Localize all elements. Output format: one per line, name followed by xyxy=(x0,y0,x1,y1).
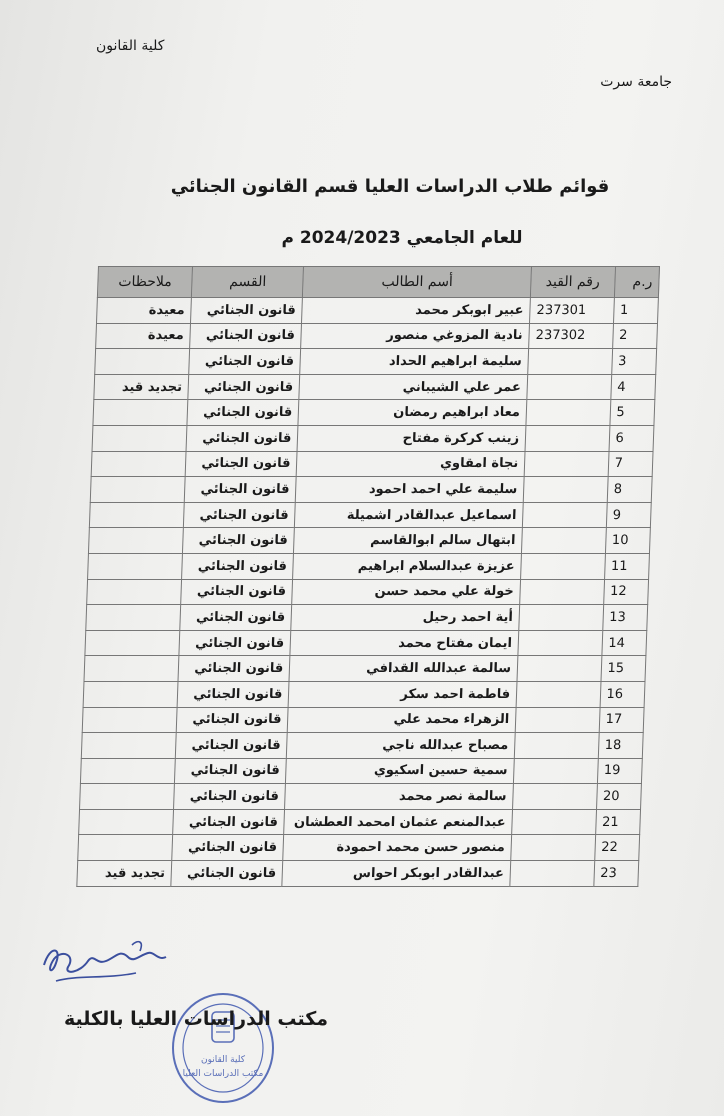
cell-registration xyxy=(522,528,606,554)
cell-department: قانون الجنائي xyxy=(182,553,294,579)
cell-department: قانون الجنائي xyxy=(185,451,297,477)
academic-year: للعام الجامعي 2024/2023 م xyxy=(281,228,523,248)
table-row xyxy=(90,477,652,503)
cell-student-name: معاد ابراهيم رمضان xyxy=(298,400,527,426)
cell-department: قانون الجنائي xyxy=(175,758,287,784)
cell-student-name: سليمة ابراهيم الحداد xyxy=(300,349,529,375)
cell-student-name: ايمان مفتاح محمد xyxy=(290,630,519,656)
cell-number: 11 xyxy=(604,553,649,579)
cell-number: 17 xyxy=(599,707,644,733)
cell-student-name: سليمة علي احمد احمود xyxy=(296,477,525,503)
cell-registration xyxy=(510,861,594,887)
students-table xyxy=(76,266,660,887)
cell-registration xyxy=(512,809,596,835)
cell-registration xyxy=(521,553,605,579)
table-row xyxy=(77,861,639,887)
cell-number: 8 xyxy=(607,477,652,503)
cell-notes: معيدة xyxy=(96,323,191,349)
cell-registration xyxy=(520,579,604,605)
cell-student-name: سالمة عبدالله القدافي xyxy=(289,656,518,682)
header-no: ر.م xyxy=(614,267,660,298)
cell-department: قانون الجنائي xyxy=(183,528,295,554)
table-row xyxy=(88,528,650,554)
cell-registration xyxy=(514,758,598,784)
signature-image xyxy=(36,935,186,995)
cell-notes xyxy=(86,605,181,631)
cell-notes xyxy=(82,707,177,733)
faculty-name: كلية القانون xyxy=(96,38,165,54)
cell-notes xyxy=(81,733,176,759)
cell-registration: 237302 xyxy=(529,323,613,349)
cell-number: 13 xyxy=(602,605,647,631)
table-row xyxy=(83,681,645,707)
cell-student-name: عمر علي الشيباني xyxy=(299,374,528,400)
cell-department: قانون الجنائي xyxy=(177,681,289,707)
cell-registration xyxy=(514,733,598,759)
cell-student-name: عبدالمنعم عثمان امحمد العطشان xyxy=(284,809,513,835)
table-row xyxy=(91,451,653,477)
cell-student-name: عزيزة عبدالسلام ابراهيم xyxy=(293,553,522,579)
table-row xyxy=(94,374,656,400)
table-body xyxy=(77,298,659,887)
cell-student-name: عبدالقادر ابوبكر احواس xyxy=(282,861,511,887)
cell-student-name: اسماعيل عبدالقادر اشميلة xyxy=(295,502,524,528)
cell-department: قانون الجنائي xyxy=(189,349,301,375)
cell-student-name: منصور حسن محمد احمودة xyxy=(283,835,512,861)
cell-number: 9 xyxy=(606,502,651,528)
cell-student-name: مصباح عبدالله ناجي xyxy=(287,733,516,759)
cell-registration xyxy=(527,374,611,400)
cell-department: قانون الجنائي xyxy=(188,374,300,400)
cell-registration xyxy=(516,681,600,707)
cell-registration xyxy=(511,835,595,861)
cell-student-name: سالمة نصر محمد xyxy=(285,784,514,810)
cell-registration xyxy=(513,784,597,810)
stamp-title: كلية القانون xyxy=(201,1055,245,1065)
cell-department: قانون الجنائي xyxy=(184,477,296,503)
table-row xyxy=(81,733,643,759)
header-dept: القسم xyxy=(192,267,304,298)
table-row xyxy=(93,400,655,426)
cell-number: 16 xyxy=(600,681,645,707)
cell-number: 2 xyxy=(612,323,657,349)
cell-department: قانون الجنائي xyxy=(171,861,283,887)
cell-department: قانون الجنائي xyxy=(186,425,298,451)
cell-student-name: خولة علي محمد حسن xyxy=(292,579,521,605)
cell-department: قانون الجنائي xyxy=(173,809,285,835)
cell-number: 23 xyxy=(593,861,638,887)
cell-notes xyxy=(79,809,174,835)
cell-number: 14 xyxy=(601,630,646,656)
cell-department: قانون الجنائي xyxy=(176,707,288,733)
cell-notes xyxy=(87,579,182,605)
cell-department: قانون الجنائي xyxy=(184,502,296,528)
cell-notes xyxy=(80,784,175,810)
cell-number: 5 xyxy=(609,400,654,426)
cell-notes xyxy=(84,656,179,682)
cell-registration xyxy=(517,656,601,682)
table-header-row xyxy=(97,267,659,298)
cell-department: قانون الجنائي xyxy=(191,298,303,324)
cell-department: قانون الجنائي xyxy=(172,835,284,861)
cell-student-name: فاطمة احمد سكر xyxy=(288,681,517,707)
table-row xyxy=(79,809,641,835)
cell-number: 6 xyxy=(609,425,654,451)
cell-number: 19 xyxy=(597,758,642,784)
stamp-subtitle: مكتب الدراسات العليا xyxy=(182,1069,264,1079)
cell-notes xyxy=(95,349,190,375)
table-row xyxy=(82,707,644,733)
table-row xyxy=(96,323,658,349)
cell-number: 20 xyxy=(596,784,641,810)
cell-notes xyxy=(88,528,183,554)
cell-student-name: ابتهال سالم ابوالقاسم xyxy=(294,528,523,554)
cell-student-name: نادية المزوغي منصور xyxy=(301,323,530,349)
cell-department: قانون الجنائي xyxy=(174,784,286,810)
cell-student-name: أية احمد رحيل xyxy=(291,605,520,631)
cell-student-name: سمية حسين اسكيوي xyxy=(286,758,515,784)
cell-notes: معيدة xyxy=(97,298,192,324)
cell-registration xyxy=(518,630,602,656)
cell-notes xyxy=(92,425,187,451)
table-row xyxy=(97,298,659,324)
cell-registration xyxy=(525,425,609,451)
cell-number: 7 xyxy=(608,451,653,477)
cell-student-name: نجاة امقاوي xyxy=(297,451,526,477)
cell-notes xyxy=(83,681,178,707)
cell-notes xyxy=(90,477,185,503)
table-row xyxy=(89,502,651,528)
cell-notes xyxy=(89,502,184,528)
cell-registration xyxy=(526,400,610,426)
table-row xyxy=(86,605,648,631)
cell-registration xyxy=(515,707,599,733)
header-name: أسم الطالب xyxy=(303,267,532,298)
cell-student-name: زينب كركرة مفتاح xyxy=(297,425,526,451)
cell-notes xyxy=(93,400,188,426)
table-row xyxy=(88,553,650,579)
cell-notes xyxy=(85,630,180,656)
table-row xyxy=(80,758,642,784)
header-notes: ملاحظات xyxy=(97,267,192,298)
cell-number: 1 xyxy=(613,298,658,324)
cell-notes xyxy=(91,451,186,477)
cell-registration: 237301 xyxy=(530,298,614,324)
cell-number: 15 xyxy=(600,656,645,682)
document-title: قوائم طلاب الدراسات العليا قسم القانون الجنائي xyxy=(170,176,610,197)
cell-registration xyxy=(522,502,606,528)
cell-notes xyxy=(78,835,173,861)
cell-notes xyxy=(80,758,175,784)
cell-number: 21 xyxy=(595,809,640,835)
office-signature-line: مكتب الدراسات العليا بالكلية xyxy=(64,1008,329,1030)
table-row xyxy=(80,784,642,810)
cell-department: قانون الجنائي xyxy=(181,579,293,605)
cell-department: قانون الجنائي xyxy=(187,400,299,426)
cell-registration xyxy=(519,605,603,631)
cell-number: 22 xyxy=(594,835,639,861)
cell-registration xyxy=(523,477,607,503)
cell-number: 12 xyxy=(603,579,648,605)
cell-student-name: عبير ابوبكر محمد xyxy=(302,298,531,324)
cell-department: قانون الجنائي xyxy=(190,323,302,349)
cell-department: قانون الجنائي xyxy=(180,605,292,631)
cell-department: قانون الجنائي xyxy=(176,733,288,759)
cell-registration xyxy=(528,349,612,375)
cell-student-name: الزهراء محمد علي xyxy=(288,707,517,733)
table-row xyxy=(78,835,640,861)
cell-notes: تجديد قيد xyxy=(94,374,189,400)
table-row xyxy=(87,579,649,605)
cell-notes: تجديد قيد xyxy=(77,861,172,887)
table-row xyxy=(92,425,654,451)
header-reg: رقم القيد xyxy=(531,267,615,298)
table-row xyxy=(85,630,647,656)
cell-number: 4 xyxy=(610,374,655,400)
cell-notes xyxy=(88,553,183,579)
cell-department: قانون الجنائي xyxy=(179,630,291,656)
cell-number: 3 xyxy=(611,349,656,375)
cell-number: 10 xyxy=(605,528,650,554)
cell-number: 18 xyxy=(598,733,643,759)
university-name: جامعة سرت xyxy=(600,74,672,90)
table-row xyxy=(95,349,657,375)
cell-department: قانون الجنائي xyxy=(178,656,290,682)
table-row xyxy=(84,656,646,682)
cell-registration xyxy=(524,451,608,477)
